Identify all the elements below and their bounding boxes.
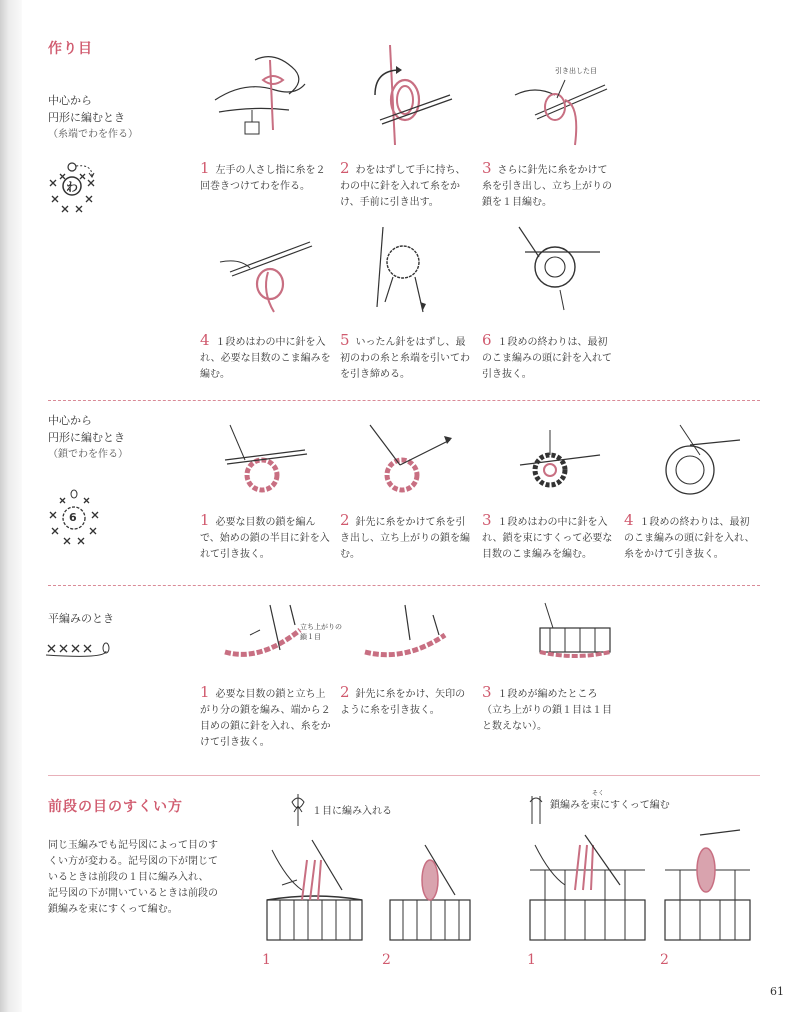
step-a4 bbox=[200, 332, 335, 383]
symbol-chain-ring-diagram bbox=[42, 488, 112, 550]
step-number: 4 bbox=[624, 511, 634, 529]
symbol-closed-cluster bbox=[290, 792, 306, 828]
step-a6 bbox=[482, 332, 617, 383]
label-line: 円形に編むとき bbox=[48, 111, 125, 124]
illustration-s2-open-1 bbox=[525, 830, 650, 945]
label-line: 中心から bbox=[48, 414, 92, 427]
symbol-chain-ring-char: 6 bbox=[69, 511, 77, 524]
symbol-open-cluster bbox=[528, 792, 544, 828]
label-ring-chain bbox=[48, 412, 128, 463]
step-a2 bbox=[340, 160, 475, 211]
symbol-ring-char: わ bbox=[66, 180, 79, 194]
illustration-s2-open-2 bbox=[660, 825, 755, 945]
caption-work-into-stitch: １目に編み入れる bbox=[312, 806, 392, 817]
step-c3 bbox=[482, 684, 617, 735]
illustration-b-step4 bbox=[650, 415, 750, 505]
page-number: 61 bbox=[770, 985, 784, 998]
step-number: 5 bbox=[340, 331, 350, 349]
figure-number: 1 bbox=[262, 952, 271, 968]
illustration-c-step2 bbox=[355, 600, 465, 680]
step-text: １段めはわの中に針を入れ、鎖を束にすくって必要な目数のこま編みを編む。 bbox=[482, 517, 613, 560]
illustration-a-step6 bbox=[505, 222, 615, 317]
step-text: 必要な目数の鎖と立ち上がり分の鎖を編み、端から２目めの鎖に針を入れ、糸をかけて引き抜く。 bbox=[200, 689, 331, 748]
divider bbox=[48, 585, 760, 586]
illustration-a-step2 bbox=[360, 40, 460, 150]
step-number: 1 bbox=[200, 511, 210, 529]
step-text: １段めの終わりは、最初のこま編みの頭に針を入れ、糸をかけて引き抜く。 bbox=[624, 517, 755, 560]
label-line: 円形に編むとき bbox=[48, 431, 125, 444]
step-number: 3 bbox=[482, 159, 492, 177]
illustration-b-step1 bbox=[210, 420, 320, 510]
step-text: わをはずして手に持ち、わの中に針を入れて糸をかけ、手前に引き出す。 bbox=[340, 165, 466, 208]
step-number: 2 bbox=[340, 511, 350, 529]
label-line: （糸端でわを作る） bbox=[48, 129, 138, 140]
step-b2 bbox=[340, 512, 475, 563]
section2-paragraph: 同じ玉編みでも記号図によって目のすくい方が変わる。記号図の下が閉じているときは前段の１目に編み入れ、記号図の下が開いているときは前段の鎖編みを束にすくって編む。 bbox=[48, 840, 218, 915]
step-number: 1 bbox=[200, 683, 210, 701]
step-number: 3 bbox=[482, 511, 492, 529]
step-c1 bbox=[200, 684, 335, 751]
step-b3 bbox=[482, 512, 617, 563]
step-number: 2 bbox=[340, 159, 350, 177]
step-a1 bbox=[200, 160, 335, 195]
step-text: 針先に糸をかけ、矢印のように糸を引き抜く。 bbox=[340, 689, 466, 716]
step-text: 必要な目数の鎖を編んで、始めの鎖の半目に針を入れて引き抜く。 bbox=[200, 517, 330, 560]
step-number: 6 bbox=[482, 331, 492, 349]
section-title-picking-stitches: 前段の目のすくい方 bbox=[48, 799, 183, 815]
step-text: 針先に糸をかけて糸を引き出し、立ち上がりの鎖を編む。 bbox=[340, 517, 470, 560]
illustration-a-step5 bbox=[345, 222, 455, 317]
note-line: 鎖１目 bbox=[300, 633, 321, 641]
section-title-foundation: 作り目 bbox=[48, 41, 93, 57]
label-line: （鎖でわを作る） bbox=[48, 449, 128, 460]
step-text: １段めが編めたところ（立ち上がりの鎖１目は１目と数えない）。 bbox=[482, 689, 612, 732]
step-a3 bbox=[482, 160, 617, 211]
step-b1 bbox=[200, 512, 335, 563]
illustration-b-step3 bbox=[510, 420, 610, 510]
label-line: 中心から bbox=[48, 94, 92, 107]
illustration-s2-closed-2 bbox=[385, 835, 475, 945]
step-number: 1 bbox=[200, 159, 210, 177]
illustration-s2-closed-1 bbox=[262, 835, 367, 945]
step-number: 4 bbox=[200, 331, 210, 349]
label-flat-work: 平編みのとき bbox=[48, 612, 114, 625]
symbol-flat-chain bbox=[44, 640, 114, 660]
illustration-a-step1 bbox=[205, 40, 335, 150]
divider bbox=[48, 775, 760, 776]
step-number: 3 bbox=[482, 683, 492, 701]
step-text: １段めはわの中に針を入れ、必要な目数のこま編みを編む。 bbox=[200, 337, 331, 380]
divider bbox=[48, 400, 760, 401]
ruby-soku: そく bbox=[592, 790, 605, 797]
caption-work-into-chain-space: 鎖編みを束にすくって編む bbox=[550, 800, 670, 811]
step-text: いったん針をはずし、最初のわの糸と糸端を引いてわを引き締める。 bbox=[340, 337, 470, 380]
note-pulled-stitch: 引き出した目 bbox=[555, 67, 597, 75]
figure-number: 2 bbox=[382, 952, 391, 968]
step-number: 2 bbox=[340, 683, 350, 701]
illustration-a-step4 bbox=[210, 222, 320, 317]
step-c2 bbox=[340, 684, 475, 719]
book-spine-shadow bbox=[0, 0, 22, 1012]
step-text: 左手の人さし指に糸を２回巻きつけてわを作る。 bbox=[200, 165, 326, 192]
step-b4 bbox=[624, 512, 759, 563]
figure-number: 2 bbox=[660, 952, 669, 968]
step-text: １段めの終わりは、最初のこま編みの頭に針を入れて引き抜く。 bbox=[482, 337, 612, 380]
note-line: 立ち上がりの bbox=[300, 623, 342, 631]
figure-number: 1 bbox=[527, 952, 536, 968]
note-turning-chain bbox=[300, 622, 342, 642]
illustration-b-step2 bbox=[360, 420, 460, 510]
step-a5 bbox=[340, 332, 475, 383]
step-text: さらに針先に糸をかけて糸を引き出し、立ち上がりの鎖を１目編む。 bbox=[482, 165, 612, 208]
illustration-c-step3 bbox=[515, 598, 625, 678]
label-ring-yarn-end bbox=[48, 92, 138, 143]
